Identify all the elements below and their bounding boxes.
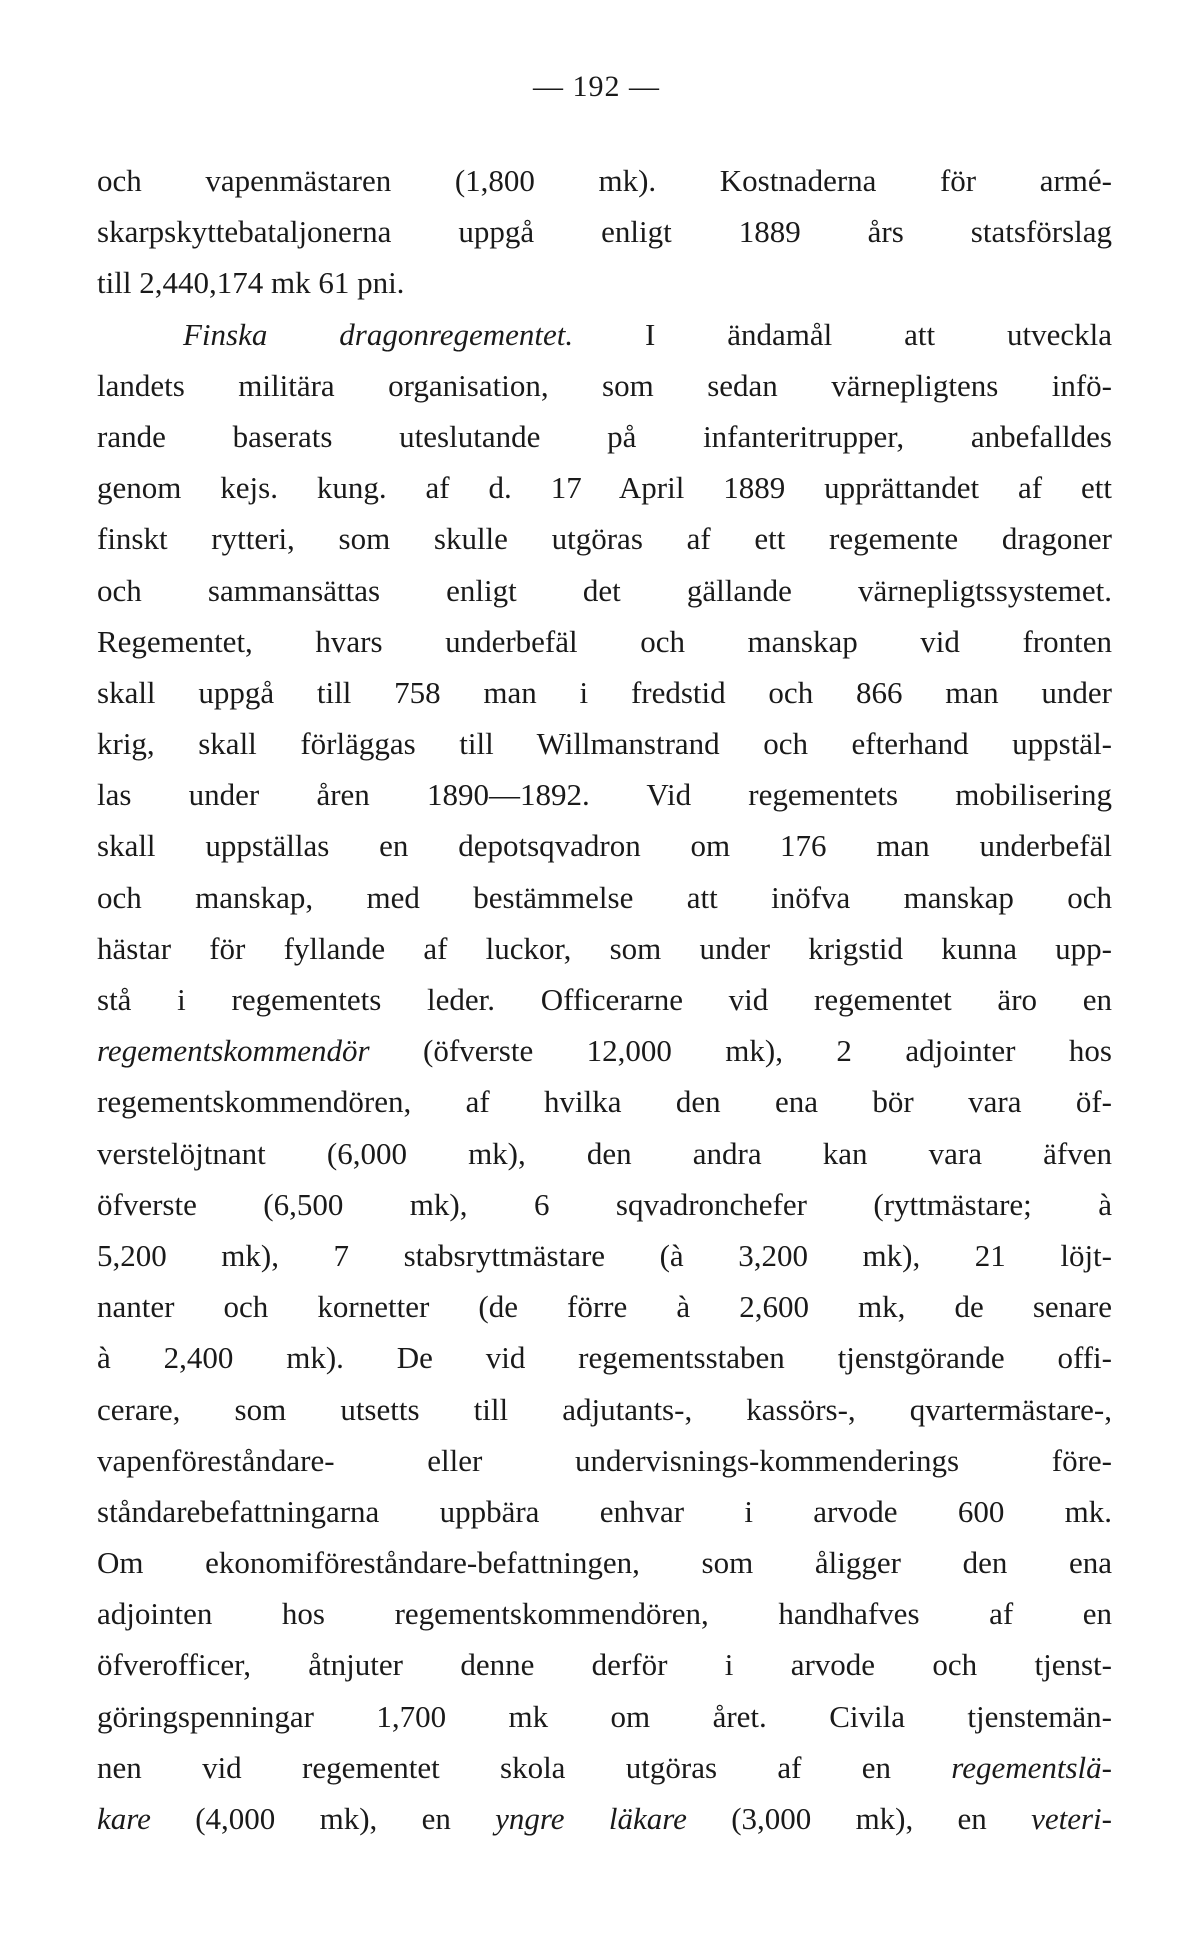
- text-line-33: kare (4,000 mk), en yngre läkare (3,000 mk), en veteri-: [97, 1801, 1112, 1836]
- text-line-2: skarpskyttebataljonerna uppgå enligt 1889 års statsförslag: [97, 214, 1112, 250]
- italic-term: veteri-: [1031, 1801, 1112, 1836]
- body-text: [97, 155, 1112, 1844]
- text-line-4: Finska dragonregementet. I ändamål att utveckla: [183, 316, 1112, 352]
- italic-term: kare: [97, 1801, 151, 1836]
- text-line-24: à 2,400 mk). De vid regementsstaben tjenstgörande offi-: [97, 1340, 1112, 1376]
- text-line-27: ståndarebefattningarna uppbära enhvar i arvode 600 mk.: [97, 1493, 1112, 1529]
- text-line-26: vapenföreståndare- eller undervisnings-kommenderings före-: [97, 1442, 1112, 1478]
- section-heading-italic: Finska dragonregementet.: [183, 316, 574, 352]
- italic-term: regementskommendör: [97, 1033, 370, 1069]
- text-line-6: rande baserats uteslutande på infanteritrupper, anbefalldes: [97, 418, 1112, 454]
- text-line-7: genom kejs. kung. af d. 17 April 1889 upprättandet af ett: [97, 470, 1112, 506]
- text-line-11: skall uppgå till 758 man i fredstid och 866 man under: [97, 674, 1112, 710]
- text-line-5: landets militära organisation, som sedan värnepligtens infö-: [97, 367, 1112, 403]
- text-line-12: krig, skall förläggas till Willmanstrand och efterhand uppstäl-: [97, 726, 1112, 762]
- text-line-3: till 2,440,174 mk 61 pni.: [97, 265, 405, 301]
- text-line-20: verstelöjtnant (6,000 mk), den andra kan vara äfven: [97, 1135, 1112, 1171]
- text-line-22: 5,200 mk), 7 stabsryttmästare (à 3,200 mk), 21 löjt-: [97, 1237, 1112, 1273]
- text-line-17: stå i regementets leder. Officerarne vid regementet äro en: [97, 982, 1112, 1017]
- text-line-1: och vapenmästaren (1,800 mk). Kostnaderna för armé-: [97, 163, 1112, 198]
- text-line-19: regementskommendören, af hvilka den ena bör vara öf-: [97, 1084, 1112, 1120]
- text-line-30: öfverofficer, åtnjuter denne derför i arvode och tjenst-: [97, 1647, 1112, 1683]
- text-line-18: regementskommendör (öfverste 12,000 mk), 2 adjointer hos: [97, 1033, 1112, 1069]
- text-line-16: hästar för fyllande af luckor, som under krigstid kunna upp-: [97, 930, 1112, 966]
- text-line-10: Regementet, hvars underbefäl och manskap vid fronten: [97, 623, 1112, 659]
- italic-term: yngre läkare: [495, 1801, 687, 1836]
- page-number: — 192 —: [533, 70, 660, 103]
- text-line-23: nanter och kornetter (de förre à 2,600 mk, de senare: [97, 1289, 1112, 1325]
- text-line-28: Om ekonomiföreståndare-befattningen, som åligger den ena: [97, 1545, 1112, 1581]
- text-line-8: finskt rytteri, som skulle utgöras af ett regemente dragoner: [97, 521, 1112, 557]
- text-line-14: skall uppställas en depotsqvadron om 176 man underbefäl: [97, 828, 1112, 864]
- text-line-31: göringspenningar 1,700 mk om året. Civila tjenstemän-: [97, 1698, 1112, 1734]
- text-line-15: och manskap, med bestämmelse att inöfva manskap och: [97, 879, 1112, 915]
- text-line-13: las under åren 1890—1892. Vid regementets mobilisering: [97, 777, 1112, 813]
- text-line-21: öfverste (6,500 mk), 6 sqvadronchefer (ryttmästare; à: [97, 1186, 1112, 1222]
- text-line-9: och sammansättas enligt det gällande värnepligtssystemet.: [97, 572, 1112, 608]
- text-line-25: cerare, som utsetts till adjutants-, kassörs-, qvartermästare-,: [97, 1391, 1112, 1427]
- text-line-29: adjointen hos regementskommendören, handhafves af en: [97, 1596, 1112, 1632]
- text-line-32: nen vid regementet skola utgöras af en regementslä-: [97, 1749, 1112, 1785]
- italic-term: regementslä-: [951, 1749, 1112, 1785]
